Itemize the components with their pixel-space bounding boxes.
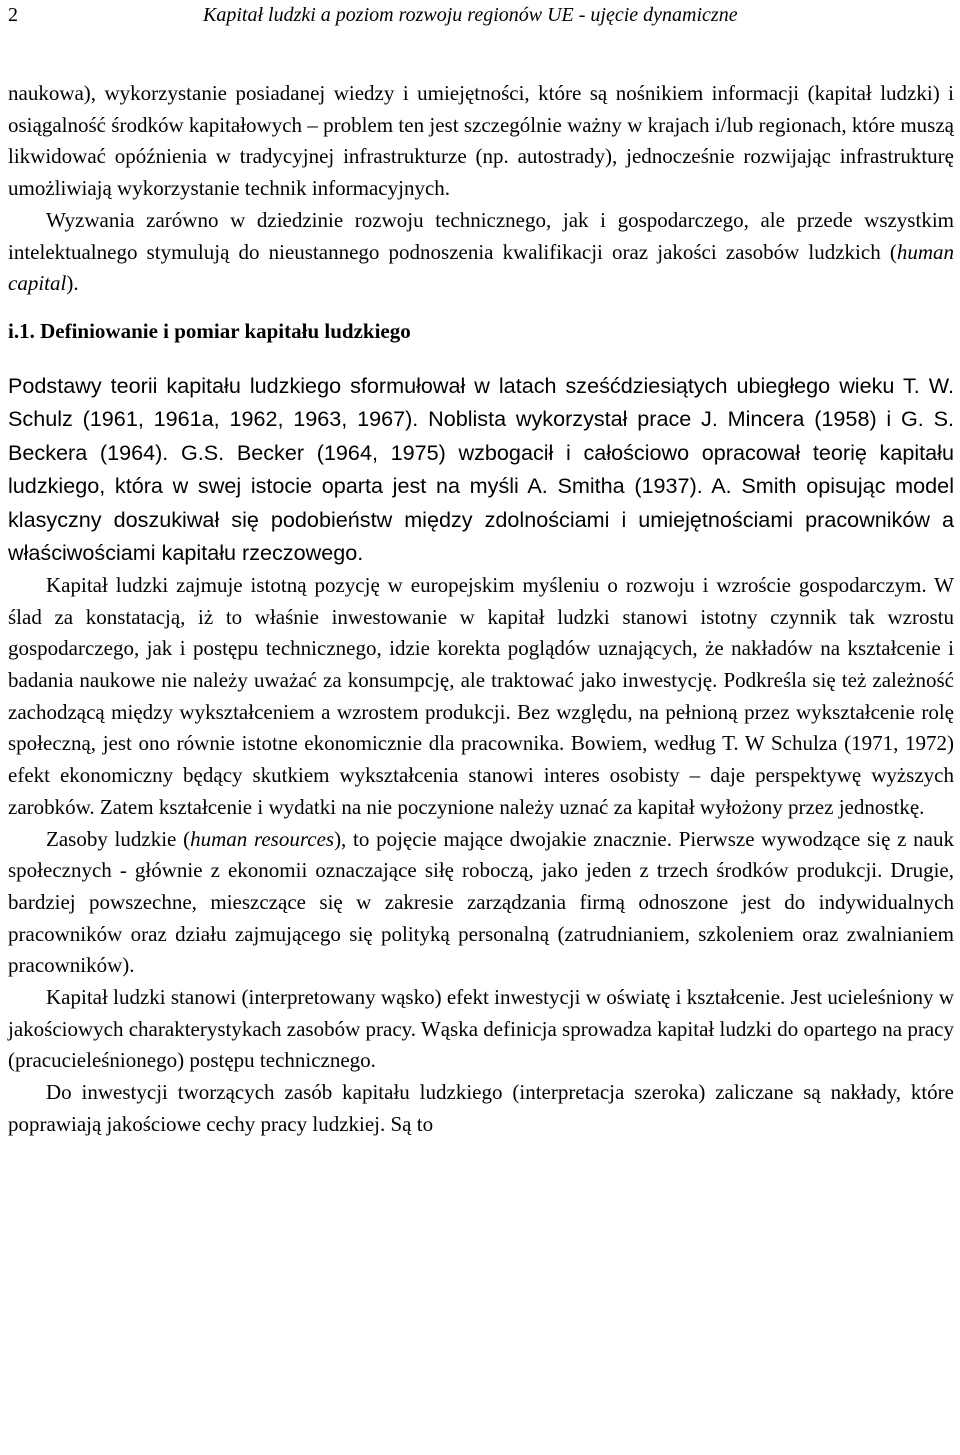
page-header [0,0,960,40]
italic-term: human capital [8,239,954,296]
paragraph-text: Wyzwania zarówno w dziedzinie rozwoju technicznego, jak i gospodarczego, ale przede wszystkim intelektualnego stymulują do nieustannego podnoszenia kwalifikacji oraz jakości zasobów ludzkich ( [8,207,954,264]
paragraph-broad-definition: Do inwestycji tworzących zasób kapitału ludzkiego (interpretacja szeroka) zaliczane są nakłady, które poprawiają jakościowe cechy pracy ludzkiej. Są to [8,1080,954,1136]
paragraph-challenges [8,205,954,300]
italic-term: human resources [190,826,335,851]
paragraph-human-resources [8,824,954,983]
paragraph-european-thinking: Kapitał ludzki zajmuje istotną pozycję w europejskim myśleniu o rozwoju i wzroście gospodarczym. W ślad za konstatacją, iż to właśnie inwestowanie w kapitał ludzki stanowi istotny czynnik tak wzrostu gospodarczego, jak i postępu technicznego, idzie korekta poglądów uznających, że nakładów na kształcenie i badania naukowe nie należy uważać za konsumpcję, ale traktować jako inwestycję. Podkreśla się też zależność zachodzącą między wykształceniem a wzrostem produkcji. Bez względu, na pełnioną przez wykształcenie rolę społeczną, jest ono równie istotne ekonomicznie dla pracownika. Bowiem, według T. W Schulza (1971, 1972) efekt ekonomiczny będący skutkiem wykształcenia stanowi interes osobisty – daje perspektywę wyższych zarobków. Zatem kształcenie i wydatki na nie poczynione należy uznać za kapitał wyłożony przez jednostkę. [8,572,954,819]
body-text [8,78,954,1141]
paragraph-schulz-theory: Podstawy teorii kapitału ludzkiego sformułował w latach sześćdziesiątych ubiegłego wieku T. W. Schulz (1961, 1961a, 1962, 1963, 1967). Noblista wykorzystał prace J. Mincera (1958) i G. S. Beckera (1964). G.S. Becker (1964, 1975) wzbogacił i całościowo opracował teorię kapitału ludzkiego, która w swej istocie oparta jest na myśli A. Smitha (1937). A. Smith opisując model klasyczny doszukiwał się podobieństw między zdolnościami i umiejętnościami pracowników a właściwościami kapitału rzeczowego. [8,372,954,566]
paragraph-continuation: naukowa), wykorzystanie posiadanej wiedzy i umiejętności, które są nośnikiem informacji (kapitał ludzki) i osiągalność środków kapitałowych – problem ten jest szczególnie ważny w krajach i/lub regionach, które muszą likwidować opóźnienia w tradycyjnej infrastrukturze (np. autostrady), jednocześnie rozwijając infrastrukturę umożliwiają wykorzystanie technik informacyjnych. [8,81,954,201]
paragraph-text: ), to pojęcie mające dwojakie znacznie. Pierwsze wywodzące się z nauk społecznych - głównie z ekonomii oznaczające siłę roboczą, jako jeden z trzech środków produkcji. Drugie, bardziej powszechne, mieszczące się w zakresie zarządzania firmą odnoszone jest do indywidualnych pracowników oraz działu zajmującego się polityką personalną (zatrudnianiem, szkoleniem oraz zwalnianiem pracowników). [8,826,955,978]
page-number: 2 [8,4,18,26]
paragraph-text: Zasoby ludzkie ( [46,826,191,851]
section-heading: i.1. Definiowanie i pomiar kapitału ludzkiego [8,318,411,343]
paragraph-text: ). [66,271,79,296]
running-title: Kapitał ludzki a poziom rozwoju regionów UE - ujęcie dynamiczne [203,4,738,26]
paragraph-narrow-definition: Kapitał ludzki stanowi (interpretowany wąsko) efekt inwestycji w oświatę i kształcenie. Jest ucieleśniony w jakościowych charakterystykach zasobów pracy. Wąska definicja sprowadza kapitał ludzki do opartego na pracy (pracucieleśnionego) postępu technicznego. [8,985,954,1073]
